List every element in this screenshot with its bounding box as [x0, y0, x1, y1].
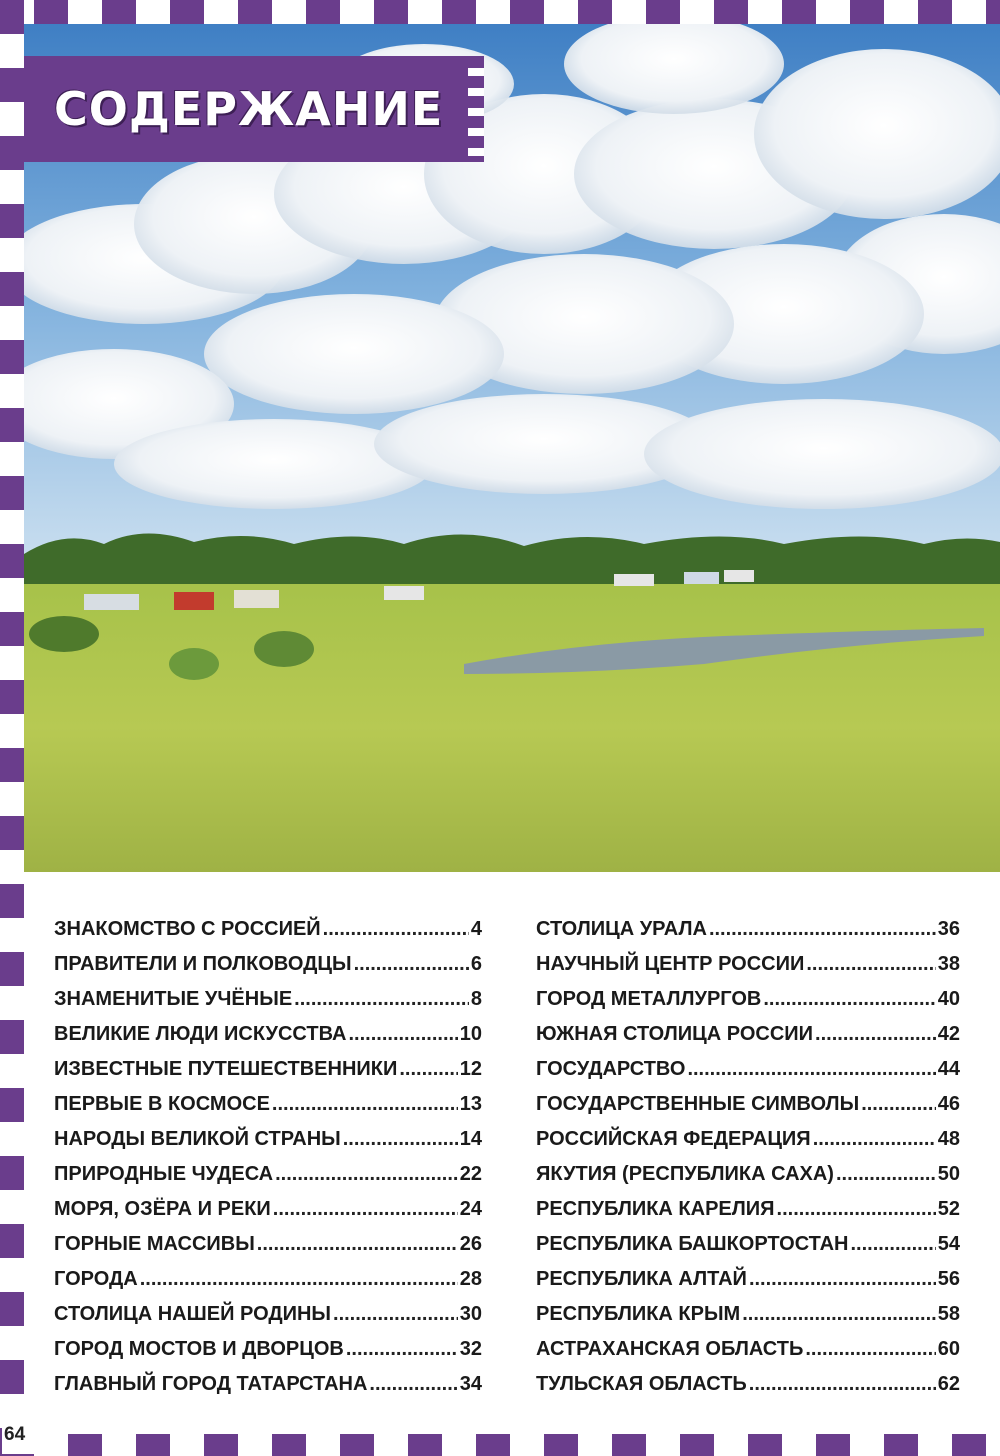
title-banner: [24, 56, 476, 162]
toc-entry-page: 54: [937, 1233, 960, 1255]
toc-entry-page: 8: [470, 988, 482, 1010]
toc-entry-page: 56: [937, 1268, 960, 1290]
toc-entry-page: 30: [459, 1303, 482, 1325]
toc-entry[interactable]: [536, 1128, 960, 1163]
toc-entry-page: 36: [937, 918, 960, 940]
toc-right-column: [536, 918, 960, 1408]
toc-entry-page: 38: [937, 953, 960, 975]
toc-entry-page: 42: [937, 1023, 960, 1045]
toc-entry-title: ПРИРОДНЫЕ ЧУДЕСА: [54, 1163, 274, 1185]
toc-entry[interactable]: [536, 1058, 960, 1093]
toc-entry[interactable]: [54, 1268, 482, 1303]
toc-entry-title: НАРОДЫ ВЕЛИКОЙ СТРАНЫ: [54, 1128, 341, 1150]
checker-border-top: [0, 0, 1000, 24]
toc-leader-dots: [346, 1338, 458, 1361]
toc-entry[interactable]: [54, 1163, 482, 1198]
toc-leader-dots: [836, 1163, 936, 1186]
toc-leader-dots: [343, 1128, 458, 1151]
toc-entry-title: ТУЛЬСКАЯ ОБЛАСТЬ: [536, 1373, 747, 1395]
toc-entry[interactable]: [536, 953, 960, 988]
toc-left-column: [54, 918, 482, 1408]
toc-leader-dots: [861, 1093, 936, 1116]
toc-leader-dots: [272, 1093, 458, 1116]
toc-entry-page: 14: [459, 1128, 482, 1150]
toc-leader-dots: [742, 1303, 936, 1326]
toc-entry-page: 13: [459, 1093, 482, 1115]
toc-entry-page: 24: [459, 1198, 482, 1220]
toc-leader-dots: [323, 918, 469, 941]
toc-entry-title: НАУЧНЫЙ ЦЕНТР РОССИИ: [536, 953, 805, 975]
toc-entry-title: ГЛАВНЫЙ ГОРОД ТАТАРСТАНА: [54, 1373, 368, 1395]
toc-leader-dots: [348, 1023, 457, 1046]
toc-leader-dots: [749, 1268, 936, 1291]
toc-entry-title: АСТРАХАНСКАЯ ОБЛАСТЬ: [536, 1338, 804, 1360]
toc-entry-title: ЗНАМЕНИТЫЕ УЧЁНЫЕ: [54, 988, 293, 1010]
toc-entry[interactable]: [54, 1093, 482, 1128]
toc-entry[interactable]: [54, 918, 482, 953]
toc-leader-dots: [763, 988, 935, 1011]
toc-entry-title: ЯКУТИЯ (РЕСПУБЛИКА САХА): [536, 1163, 834, 1185]
toc-entry-page: 46: [937, 1093, 960, 1115]
toc-entry-page: 28: [459, 1268, 482, 1290]
toc-entry[interactable]: [54, 1023, 482, 1058]
checker-border-left: [0, 0, 24, 1456]
toc-entry-title: ГОСУДАРСТВЕННЫЕ СИМВОЛЫ: [536, 1093, 860, 1115]
toc-entry-page: 58: [937, 1303, 960, 1325]
toc-entry[interactable]: [54, 1128, 482, 1163]
toc-leader-dots: [709, 918, 936, 941]
toc-entry[interactable]: [54, 1338, 482, 1373]
toc-entry[interactable]: [54, 1058, 482, 1093]
toc-entry[interactable]: [536, 1268, 960, 1303]
toc-entry-page: 4: [470, 918, 482, 940]
toc-leader-dots: [333, 1303, 458, 1326]
toc-entry-page: 44: [937, 1058, 960, 1080]
toc-entry-page: 62: [937, 1373, 960, 1395]
toc-leader-dots: [369, 1373, 457, 1396]
toc-entry-title: ПЕРВЫЕ В КОСМОСЕ: [54, 1093, 270, 1115]
toc-entry-page: 34: [459, 1373, 482, 1395]
toc-entry-page: 6: [470, 953, 482, 975]
toc-entry-page: 12: [459, 1058, 482, 1080]
toc-leader-dots: [354, 953, 469, 976]
toc-leader-dots: [806, 953, 935, 976]
toc-entry-title: СТОЛИЦА НАШЕЙ РОДИНЫ: [54, 1303, 332, 1325]
toc-entry-title: ГОРНЫЕ МАССИВЫ: [54, 1233, 255, 1255]
toc-leader-dots: [851, 1233, 936, 1256]
toc-entry-title: ГОРОД МЕТАЛЛУРГОВ: [536, 988, 762, 1010]
toc-entry[interactable]: [536, 1023, 960, 1058]
toc-leader-dots: [749, 1373, 936, 1396]
toc-entry-title: РЕСПУБЛИКА БАШКОРТОСТАН: [536, 1233, 849, 1255]
toc-entry-title: ГОРОДА: [54, 1268, 138, 1290]
checker-border-bottom: [0, 1434, 1000, 1456]
toc-entry-page: 60: [937, 1338, 960, 1360]
toc-entry-title: РОССИЙСКАЯ ФЕДЕРАЦИЯ: [536, 1128, 811, 1150]
toc-entry[interactable]: [54, 1198, 482, 1233]
toc-entry-title: ИЗВЕСТНЫЕ ПУТЕШЕСТВЕННИКИ: [54, 1058, 398, 1080]
toc-leader-dots: [399, 1058, 457, 1081]
toc-entry[interactable]: [536, 1338, 960, 1373]
toc-entry[interactable]: [536, 1303, 960, 1338]
toc-leader-dots: [273, 1198, 458, 1221]
toc-entry-title: РЕСПУБЛИКА КАРЕЛИЯ: [536, 1198, 775, 1220]
toc-entry[interactable]: [54, 1373, 482, 1408]
toc-entry[interactable]: [536, 988, 960, 1023]
toc-leader-dots: [815, 1023, 936, 1046]
page-title: СОДЕРЖАНИЕ: [54, 82, 444, 136]
toc-entry[interactable]: [536, 1093, 960, 1128]
toc-entry-page: 48: [937, 1128, 960, 1150]
toc-entry[interactable]: [536, 918, 960, 953]
toc-entry-title: ЮЖНАЯ СТОЛИЦА РОССИИ: [536, 1023, 814, 1045]
toc-leader-dots: [140, 1268, 458, 1291]
toc-entry[interactable]: [536, 1163, 960, 1198]
toc-leader-dots: [687, 1058, 935, 1081]
toc-entry-title: ВЕЛИКИЕ ЛЮДИ ИСКУССТВА: [54, 1023, 347, 1045]
toc-leader-dots: [777, 1198, 936, 1221]
toc-entry-title: СТОЛИЦА УРАЛА: [536, 918, 707, 940]
toc-entry-page: 26: [459, 1233, 482, 1255]
toc-entry-page: 52: [937, 1198, 960, 1220]
toc-entry-title: ЗНАКОМСТВО С РОССИЕЙ: [54, 918, 321, 940]
toc-entry[interactable]: [54, 988, 482, 1023]
toc-leader-dots: [805, 1338, 935, 1361]
toc-entry-title: ГОСУДАРСТВО: [536, 1058, 686, 1080]
toc-entry[interactable]: [54, 1233, 482, 1268]
toc-entry-page: 40: [937, 988, 960, 1010]
toc-entry-title: ГОРОД МОСТОВ И ДВОРЦОВ: [54, 1338, 344, 1360]
toc-entry-page: 10: [459, 1023, 482, 1045]
toc-leader-dots: [813, 1128, 936, 1151]
page-number: 64: [2, 1424, 44, 1454]
toc-leader-dots: [275, 1163, 458, 1186]
toc-entry[interactable]: [536, 1373, 960, 1408]
toc-entry[interactable]: [54, 1303, 482, 1338]
toc-entry-page: 50: [937, 1163, 960, 1185]
toc-entry-page: 32: [459, 1338, 482, 1360]
toc-entry-title: ПРАВИТЕЛИ И ПОЛКОВОДЦЫ: [54, 953, 352, 975]
toc-entry-title: РЕСПУБЛИКА АЛТАЙ: [536, 1268, 747, 1290]
toc-leader-dots: [294, 988, 469, 1011]
toc-entry[interactable]: [536, 1233, 960, 1268]
toc-entry-title: МОРЯ, ОЗЁРА И РЕКИ: [54, 1198, 271, 1220]
toc-leader-dots: [257, 1233, 458, 1256]
toc-entry[interactable]: [54, 953, 482, 988]
toc-entry[interactable]: [536, 1198, 960, 1233]
toc-entry-page: 22: [459, 1163, 482, 1185]
toc-entry-title: РЕСПУБЛИКА КРЫМ: [536, 1303, 741, 1325]
